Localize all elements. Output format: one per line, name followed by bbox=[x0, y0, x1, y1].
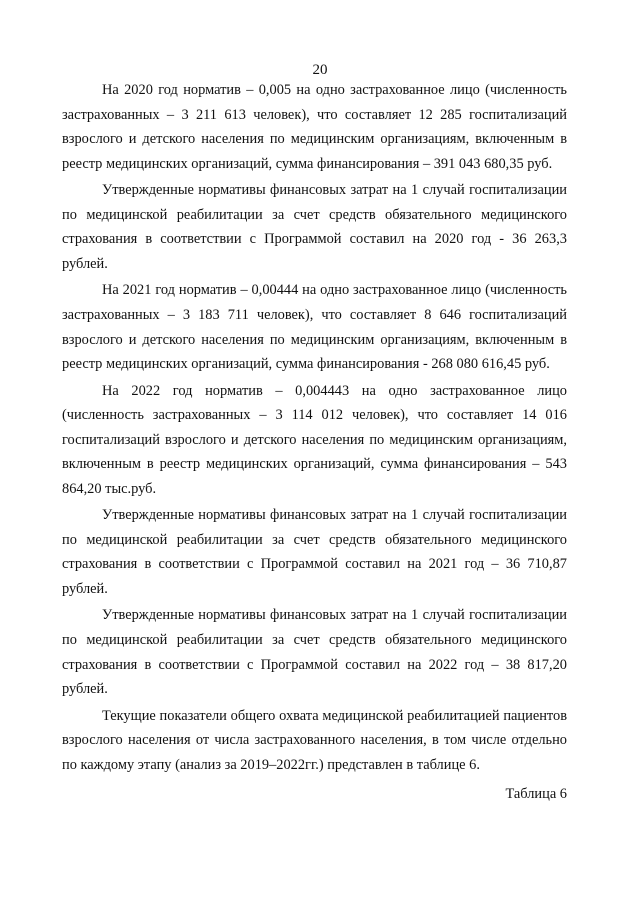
paragraph-norm-2021: На 2021 год норматив – 0,00444 на одно застрахованное лицо (численность застрахованных – 3 183 711 человек), что составляет 8 646 госпитализаций взрослого и детского населения по медицинским организациям, включенным в реестр медицинских организаций, сумма финансирования - 268 080 616,45 руб. bbox=[62, 282, 567, 373]
page-number: 20 bbox=[312, 62, 328, 78]
paragraph-coverage-summary: Текущие показатели общего охвата медицинской реабилитацией пациентов взрослого населения от числа застрахованного населения, в том числе отдельно по каждому этапу (анализ за 2019–2022гг.) представлен в таблице 6. bbox=[62, 707, 567, 773]
paragraph-norm-2020: На 2020 год норматив – 0,005 на одно застрахованное лицо (численность застрахованных – 3 211 613 человек), что составляет 12 285 госпитализаций взрослого и детского населения по медицинским организациям, включенным в реестр медицинских организаций, сумма финансирования – 391 043 680,35 руб. bbox=[62, 82, 567, 172]
paragraph-norm-2022: На 2022 год норматив – 0,004443 на одно застрахованное лицо (численность застрахованных – 3 114 012 человек), что составляет 14 016 госпитализаций взрослого и детского населения по медицинским организациям, включенным в реестр медицинских организаций, сумма финансирования – 543 864,20 тыс.руб. bbox=[62, 382, 567, 497]
paragraph-cost-2022: Утвержденные нормативы финансовых затрат на 1 случай госпитализации по медицинской реабилитации за счет средств обязательного медицинского страхования в соответствии с Программой составил на 2022 год – 38 817,20 рублей. bbox=[62, 607, 567, 698]
document-body bbox=[62, 78, 567, 779]
paragraph-cost-2021: Утвержденные нормативы финансовых затрат на 1 случай госпитализации по медицинской реабилитации за счет средств обязательного медицинского страхования в соответствии с Программой составил на 2021 год – 36 710,87 рублей. bbox=[62, 507, 567, 598]
table-caption: Таблица 6 bbox=[505, 786, 567, 802]
paragraph-cost-2020: Утвержденные нормативы финансовых затрат на 1 случай госпитализации по медицинской реабилитации за счет средств обязательного медицинского страхования в соответствии с Программой составил на 2020 год - 36 263,3 рублей. bbox=[62, 182, 567, 272]
